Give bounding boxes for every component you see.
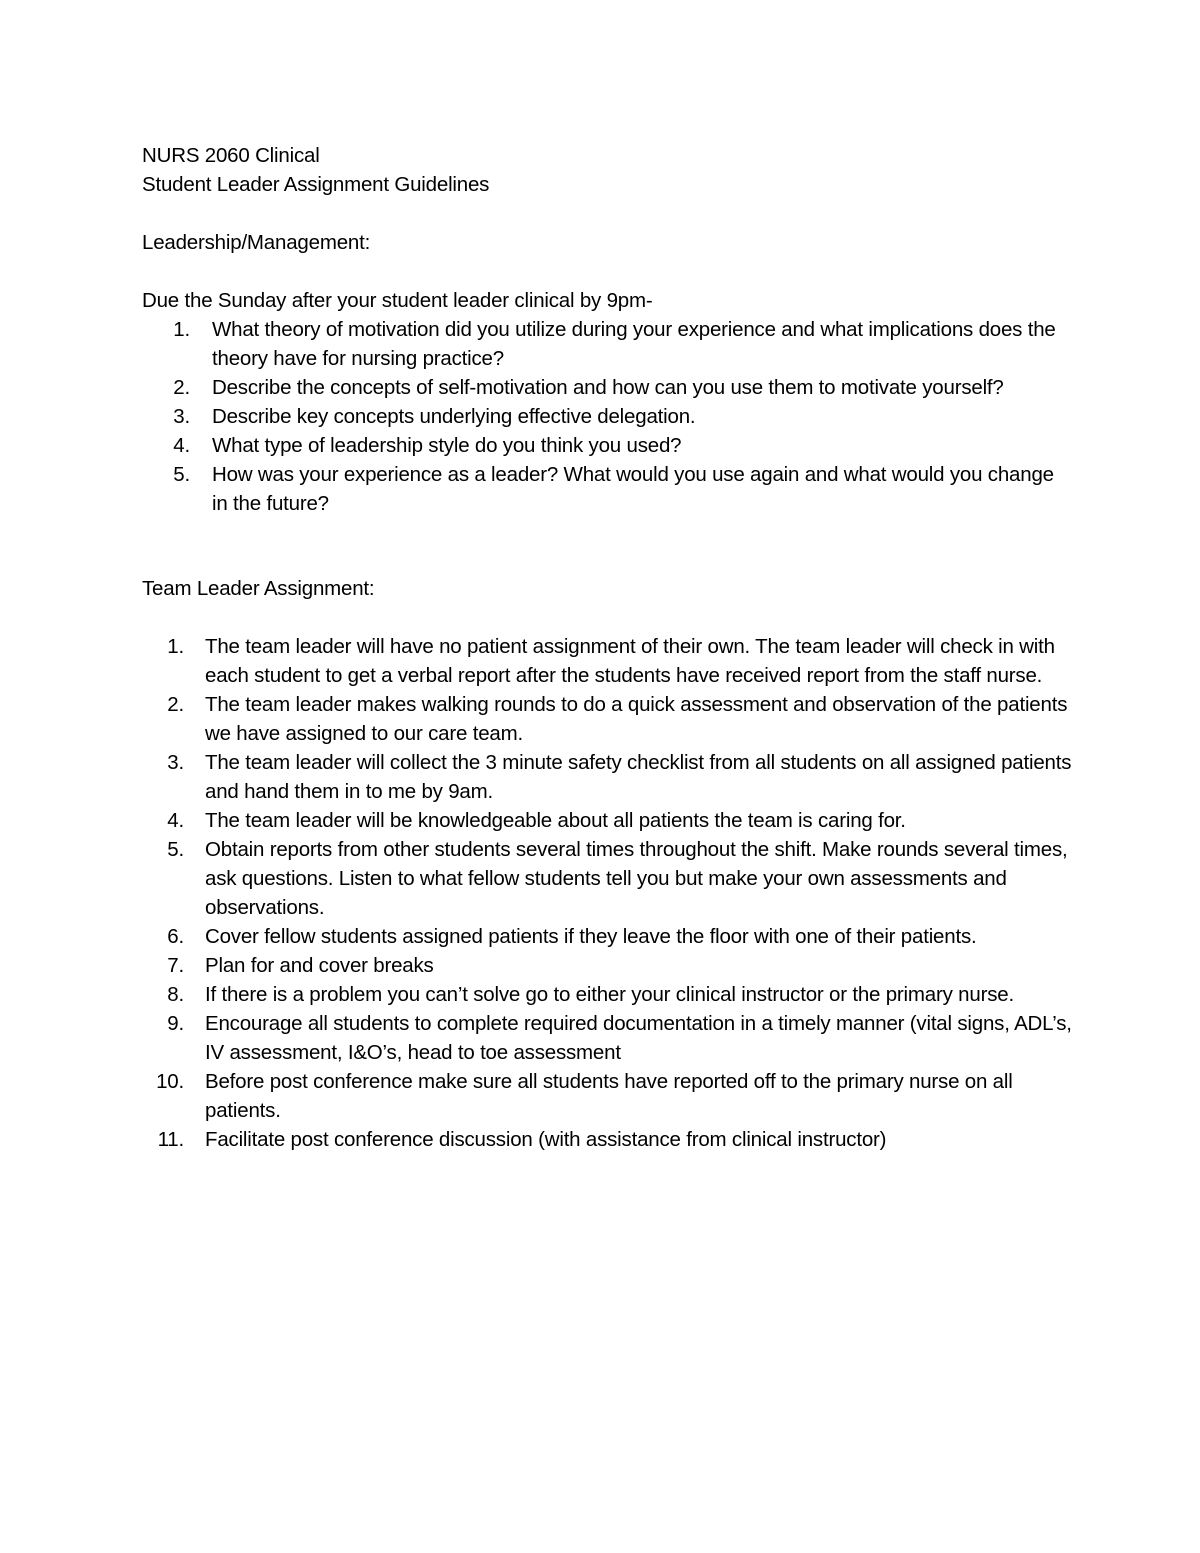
list-item: [142, 951, 1072, 980]
list-item-text: Obtain reports from other students several times throughout the shift. Make rounds several times, ask questions. Listen to what fellow students tell you but make your own assessments and observations.: [205, 838, 1068, 919]
list-number: 5.: [167, 838, 184, 861]
spacer: [142, 257, 1072, 286]
list-item-text: Plan for and cover breaks: [205, 954, 434, 977]
list-item-text: How was your experience as a leader? What would you use again and what would you change in the future?: [212, 463, 1054, 515]
list-number: 5.: [173, 463, 190, 486]
list-number: 1.: [167, 635, 184, 658]
list-number: 6.: [167, 925, 184, 948]
due-statement: Due the Sunday after your student leader clinical by 9pm-: [142, 289, 653, 312]
list-item: [142, 315, 1072, 373]
list-item: [142, 1009, 1072, 1067]
list-item-text: Cover fellow students assigned patients if they leave the floor with one of their patients.: [205, 925, 977, 948]
list-number: 8.: [167, 983, 184, 1006]
document-body: [142, 141, 1072, 1154]
list-number: 10.: [156, 1070, 184, 1093]
list-item: [142, 922, 1072, 951]
list-item: [142, 402, 1072, 431]
list-item: [142, 748, 1072, 806]
spacer: [142, 518, 1072, 574]
list-number: 4.: [173, 434, 190, 457]
team-leader-task-list: [142, 632, 1072, 1154]
list-number: 4.: [167, 809, 184, 832]
list-item-text: The team leader will collect the 3 minute safety checklist from all students on all assigned patients and hand them in to me by 9am.: [205, 751, 1072, 803]
list-item-text: Encourage all students to complete required documentation in a timely manner (vital signs, ADL’s, IV assessment, I&O’s, head to toe assessment: [205, 1012, 1072, 1064]
section-heading-team-leader: Team Leader Assignment:: [142, 577, 375, 600]
list-item-text: Before post conference make sure all students have reported off to the primary nurse on all patients.: [205, 1070, 1013, 1122]
list-number: 9.: [167, 1012, 184, 1035]
spacer: [142, 199, 1072, 228]
section-heading-leadership: Leadership/Management:: [142, 231, 371, 254]
list-item-text: The team leader will have no patient assignment of their own. The team leader will check in with each student to get a verbal report after the students have received report from the staff nurse.: [205, 635, 1055, 687]
list-item: [142, 1125, 1072, 1154]
list-item: [142, 690, 1072, 748]
list-item-text: What type of leadership style do you think you used?: [212, 434, 682, 457]
list-item-text: Describe key concepts underlying effective delegation.: [212, 405, 696, 428]
list-item-text: Facilitate post conference discussion (with assistance from clinical instructor): [205, 1128, 887, 1151]
list-number: 11.: [157, 1128, 184, 1151]
spacer: [142, 603, 1072, 632]
list-number: 2.: [173, 376, 190, 399]
list-number: 3.: [167, 751, 184, 774]
list-item-text: Describe the concepts of self-motivation and how can you use them to motivate yourself?: [212, 376, 1004, 399]
list-number: 1.: [173, 318, 190, 341]
list-item: [142, 980, 1072, 1009]
list-item-text: What theory of motivation did you utilize during your experience and what implications does the theory have for nursing practice?: [212, 318, 1056, 370]
list-item: [142, 632, 1072, 690]
course-title: NURS 2060 Clinical: [142, 144, 320, 167]
list-item: [142, 835, 1072, 922]
list-item: [142, 431, 1072, 460]
list-item: [142, 373, 1072, 402]
list-item: [142, 806, 1072, 835]
list-item-text: If there is a problem you can’t solve go to either your clinical instructor or the primary nurse.: [205, 983, 1014, 1006]
list-number: 2.: [167, 693, 184, 716]
list-item-text: The team leader makes walking rounds to do a quick assessment and observation of the patients we have assigned to our care team.: [205, 693, 1068, 745]
list-number: 3.: [173, 405, 190, 428]
list-item-text: The team leader will be knowledgeable about all patients the team is caring for.: [205, 809, 906, 832]
document-title: Student Leader Assignment Guidelines: [142, 173, 490, 196]
list-item: [142, 1067, 1072, 1125]
list-number: 7.: [167, 954, 184, 977]
leadership-question-list: [142, 315, 1072, 518]
list-item: [142, 460, 1072, 518]
